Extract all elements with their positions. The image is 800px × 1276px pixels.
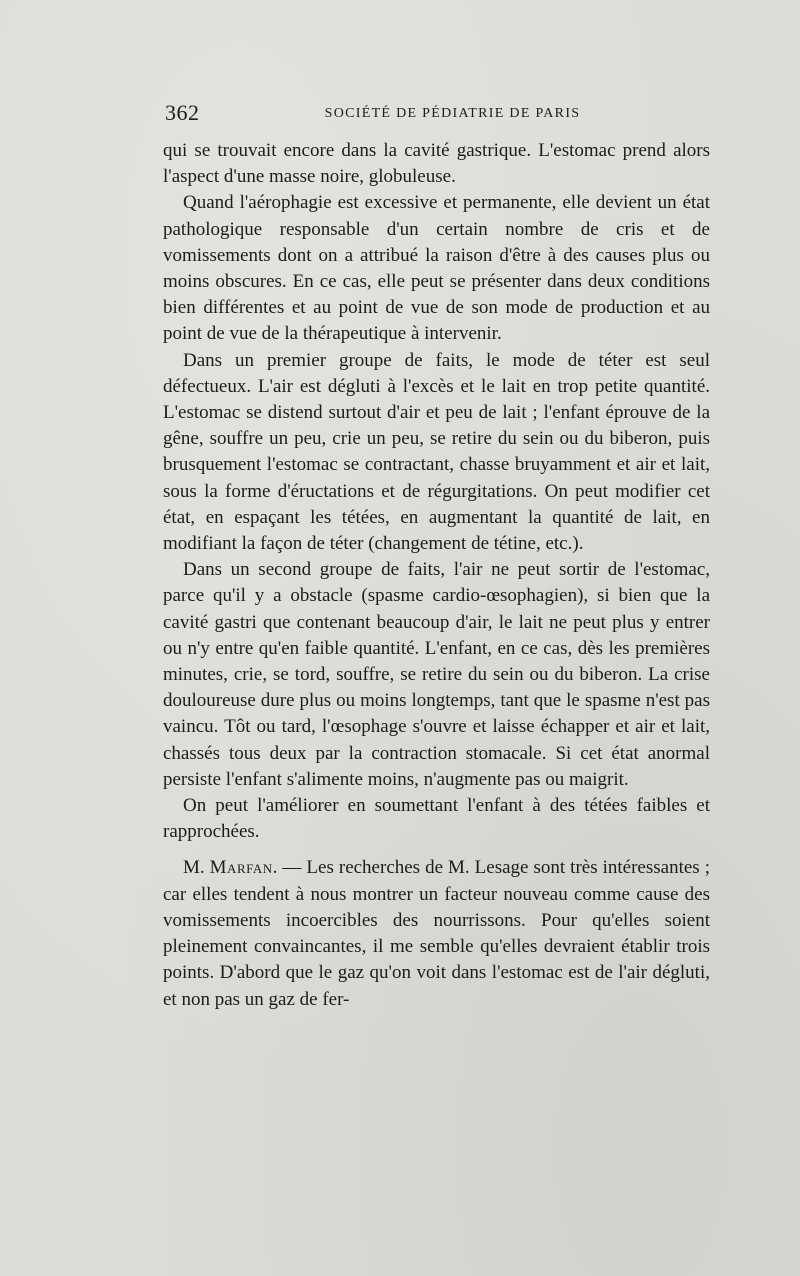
- paragraph-improvement: On peut l'améliorer en soumettant l'enfant à des tétées faibles et rapprochées.: [163, 795, 710, 843]
- speaker-name: Marfan: [209, 857, 273, 879]
- paragraph-aerophagie: Quand l'aérophagie est excessive et permanente, elle devient un état pathologique responsable d'un certain nombre de cris et de vomissements dont on a attribué la raison d'être à des causes plus ou moins obscures. En ce cas, elle peut se présenter dans deux conditions bien différentes et au point de vue de son mode de production et au point de vue de la thérapeutique à intervenir.: [163, 192, 710, 345]
- paragraph-first-group: Dans un premier groupe de faits, le mode de téter est seul défectueux. L'air est dégluti à l'excès et le lait en trop petite quantité. L'estomac se distend surtout d'air et peu de lait ; l'enfant éprouve de la gêne, souffre un peu, crie un peu, se retire du sein ou du biberon, puis brusquement l'estomac se contractant, chasse bruyamment et air et lait, sous la forme d'éructations et de régurgitations. On peut modifier cet état, en espaçant les tétées, en augmentant la quantité de lait, en modifiant la façon de téter (changement de tétine, etc.).: [163, 349, 710, 555]
- running-title: SOCIÉTÉ DE PÉDIATRIE DE PARIS: [324, 106, 581, 121]
- body-text: [163, 138, 710, 1013]
- paragraph-continuation: qui se trouvait encore dans la cavité gastrique. L'estomac prend alors l'aspect d'une masse noire, globuleuse.: [163, 140, 710, 188]
- page-number: 362: [165, 100, 200, 125]
- paragraph-marfan: [163, 855, 710, 1012]
- paragraph-second-group: Dans un second groupe de faits, l'air ne peut sortir de l'estomac, parce qu'il y a obstacle (spasme cardio-œsophagien), si bien que la cavité gastri que contenant beaucoup d'air, le lait ne peut plus y entrer ou n'y entre qu'en faible quantité. L'enfant, en ce cas, dès les premières minutes, crie, se tord, souffre, se retire du sein ou du biberon. La crise douloureuse dure plus ou moins longtemps, tant que le spasme n'est pas vaincu. Tôt ou tard, l'œsophage s'ouvre et laisse échapper et air et lait, chassés tous deux par la contraction stomacale. Si cet état anormal persiste l'enfant s'alimente moins, n'augmente pas ou maigrit.: [163, 559, 710, 790]
- speaker-prefix: M.: [183, 857, 210, 879]
- page-header: [165, 100, 710, 130]
- speaker-text: . — Les recherches de M. Lesage sont très intéressantes ; car elles tendent à nous montrer un facteur nouveau comme cause des vomissements incoercibles des nourrissons. Pour qu'elles soient pleinement convaincantes, il me semble qu'elles devraient établir trois points. D'abord que le gaz qu'on voit dans l'estomac est de l'air dégluti, et non pas un gaz de fer-: [163, 857, 710, 1010]
